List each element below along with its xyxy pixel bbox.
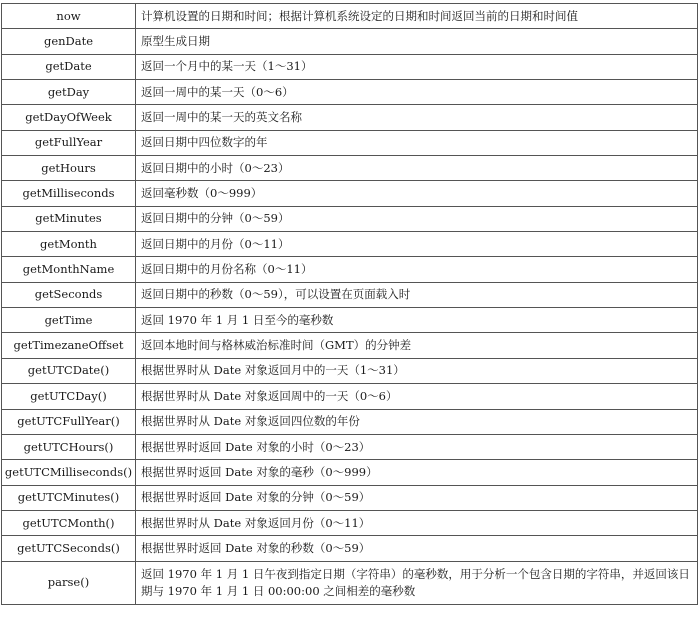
method-cell: getTimezaneOffset (2, 333, 136, 358)
table-row (2, 536, 698, 561)
method-cell: getMonthName (2, 257, 136, 282)
table-row (2, 409, 698, 434)
table-row (2, 561, 698, 604)
method-cell: parse() (2, 561, 136, 604)
description-cell: 根据世界时从 Date 对象返回月份（0～11） (136, 510, 698, 535)
description-cell: 返回日期中的月份（0～11） (136, 232, 698, 257)
description-cell: 返回毫秒数（0～999） (136, 181, 698, 206)
method-cell: getDayOfWeek (2, 105, 136, 130)
method-cell: getUTCDate() (2, 358, 136, 383)
method-cell: now (2, 4, 136, 29)
description-cell: 返回 1970 年 1 月 1 日午夜到指定日期（字符串）的毫秒数，用于分析一个包含日期的字符串，并返回该日期与 1970 年 1 月 1 日 00:00:00 之间相差的毫秒数 (136, 561, 698, 604)
method-cell: getDay (2, 80, 136, 105)
description-cell: 原型生成日期 (136, 29, 698, 54)
table-row (2, 257, 698, 282)
description-cell: 根据世界时返回 Date 对象的毫秒（0～999） (136, 460, 698, 485)
description-cell: 根据世界时返回 Date 对象的分钟（0～59） (136, 485, 698, 510)
table-row (2, 4, 698, 29)
table-row (2, 105, 698, 130)
table-row (2, 308, 698, 333)
table-row (2, 384, 698, 409)
table-row (2, 434, 698, 459)
description-cell: 根据世界时从 Date 对象返回周中的一天（0～6） (136, 384, 698, 409)
method-cell: getUTCMonth() (2, 510, 136, 535)
date-methods-table (1, 3, 698, 605)
description-cell: 计算机设置的日期和时间；根据计算机系统设定的日期和时间返回当前的日期和时间值 (136, 4, 698, 29)
method-cell: getUTCSeconds() (2, 536, 136, 561)
method-cell: getUTCHours() (2, 434, 136, 459)
description-cell: 返回一周中的某一天的英文名称 (136, 105, 698, 130)
table-row (2, 358, 698, 383)
description-cell: 返回日期中四位数字的年 (136, 130, 698, 155)
description-cell: 返回一个月中的某一天（1～31） (136, 54, 698, 79)
method-cell: getMilliseconds (2, 181, 136, 206)
description-cell: 根据世界时从 Date 对象返回月中的一天（1～31） (136, 358, 698, 383)
method-cell: getUTCDay() (2, 384, 136, 409)
table-row (2, 485, 698, 510)
description-cell: 返回日期中的分钟（0～59） (136, 206, 698, 231)
description-cell: 根据世界时从 Date 对象返回四位数的年份 (136, 409, 698, 434)
table-row (2, 156, 698, 181)
table-row (2, 282, 698, 307)
method-cell: getUTCMinutes() (2, 485, 136, 510)
table-row (2, 181, 698, 206)
table-row (2, 130, 698, 155)
method-cell: getMinutes (2, 206, 136, 231)
description-cell: 返回日期中的秒数（0～59），可以设置在页面载入时 (136, 282, 698, 307)
description-cell: 返回本地时间与格林威治标准时间（GMT）的分钟差 (136, 333, 698, 358)
method-cell: getHours (2, 156, 136, 181)
table-row (2, 54, 698, 79)
method-cell: getFullYear (2, 130, 136, 155)
table-row (2, 206, 698, 231)
table-row (2, 333, 698, 358)
table-row (2, 510, 698, 535)
table-row (2, 80, 698, 105)
method-cell: getUTCMilliseconds() (2, 460, 136, 485)
method-cell: getDate (2, 54, 136, 79)
description-cell: 返回 1970 年 1 月 1 日至今的毫秒数 (136, 308, 698, 333)
method-cell: genDate (2, 29, 136, 54)
method-cell: getMonth (2, 232, 136, 257)
description-cell: 返回一周中的某一天（0～6） (136, 80, 698, 105)
description-cell: 根据世界时返回 Date 对象的秒数（0～59） (136, 536, 698, 561)
method-cell: getUTCFullYear() (2, 409, 136, 434)
table-row (2, 460, 698, 485)
description-cell: 根据世界时返回 Date 对象的小时（0～23） (136, 434, 698, 459)
table-body (2, 4, 698, 605)
method-cell: getSeconds (2, 282, 136, 307)
description-cell: 返回日期中的月份名称（0～11） (136, 257, 698, 282)
description-cell: 返回日期中的小时（0～23） (136, 156, 698, 181)
method-cell: getTime (2, 308, 136, 333)
table-row (2, 232, 698, 257)
table-row (2, 29, 698, 54)
